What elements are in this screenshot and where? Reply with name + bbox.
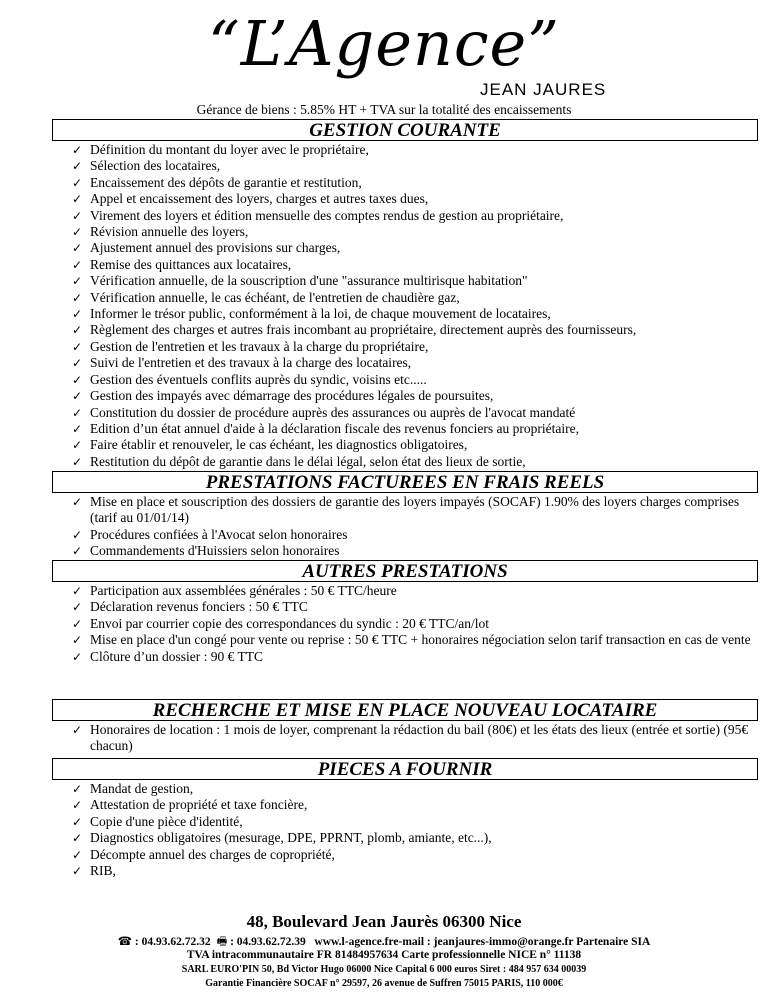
- list-item-text: Faire établir et renouveler, le cas échéant, les diagnostics obligatoires,: [90, 437, 468, 453]
- checkmark-icon: ✓: [72, 527, 83, 542]
- list-frais: [72, 494, 758, 560]
- list-item-text: Gestion des impayés avec démarrage des procédures légales de poursuites,: [90, 388, 494, 404]
- list-item-text: Révision annuelle des loyers,: [90, 224, 249, 240]
- checkmark-icon: ✓: [72, 495, 83, 509]
- footer-sarl: SARL EURO'PIN 50, Bd Victor Hugo 06000 Nice Capital 6 000 euros Siret : 484 957 634 00039: [181, 964, 587, 975]
- list-item-text: Gestion de l'entretien et les travaux à la charge du propriétaire,: [90, 338, 429, 354]
- checkmark-icon: ✓: [72, 782, 83, 796]
- footer-contact: [0, 934, 768, 949]
- checkmark-icon: ✓: [72, 438, 83, 453]
- list-item-text: Participation aux assemblées générales : 50 € TTC/heure: [90, 583, 397, 598]
- list-item-text: Clôture d’un dossier : 90 € TTC: [90, 648, 263, 664]
- tagline: Gérance de biens : 5.85% HT + TVA sur la totalité des encaissements: [196, 102, 572, 117]
- list-item-text: Vérification annuelle, de la souscription d'une "assurance multirisque habitation": [90, 273, 528, 289]
- list-item-text: Appel et encaissement des loyers, charges et autres taxes dues,: [90, 191, 429, 207]
- section-title-autres: AUTRES PRESTATIONS: [52, 560, 758, 582]
- list-item: [72, 543, 758, 559]
- checkmark-icon: ✓: [72, 323, 83, 338]
- list-item: [72, 322, 758, 338]
- checkmark-icon: ✓: [72, 225, 83, 240]
- list-item-text: RIB,: [90, 863, 116, 879]
- list-item: [72, 863, 758, 879]
- list-item-text: Vérification annuelle, le cas échéant, de l'entretien de chaudière gaz,: [90, 289, 460, 305]
- checkmark-icon: ✓: [72, 600, 83, 615]
- section-title-pieces: PIECES A FOURNIR: [52, 758, 758, 780]
- list-item-text: Envoi par courrier copie des correspondances du syndic : 20 € TTC/an/lot: [90, 615, 490, 631]
- list-item-text: Restitution du dépôt de garantie dans le délai légal, selon état des lieux de sortie,: [90, 453, 526, 469]
- list-pieces: [72, 781, 758, 879]
- footer-tva: TVA intracommunautaire FR 81484957634 Carte professionnelle NICE n° 11138: [186, 949, 582, 961]
- list-item-text: Mandat de gestion,: [90, 781, 194, 796]
- list-item: [72, 649, 758, 665]
- list-item: [72, 847, 758, 863]
- list-item-text: Informer le trésor public, conformément à la loi, de chaque mouvement de locataires,: [90, 306, 551, 322]
- fax-icon: 🖷: [216, 934, 228, 948]
- list-autres: [72, 583, 758, 665]
- list-item: [72, 306, 758, 322]
- footer-address: 48, Boulevard Jean Jaurès 06300 Nice: [246, 912, 522, 931]
- list-item: [72, 240, 758, 256]
- list-item-text: Remise des quittances aux locataires,: [90, 256, 292, 272]
- checkmark-icon: ✓: [72, 864, 83, 879]
- list-item-text: Edition d’un état annuel d'aide à la déclaration fiscale des revenus fonciers au propriétaire,: [90, 420, 579, 436]
- checkmark-icon: ✓: [72, 143, 83, 157]
- list-item: [72, 632, 758, 648]
- logo-name: “L’Agence”: [208, 7, 560, 80]
- list-item: [72, 405, 758, 421]
- list-item: [72, 355, 758, 371]
- list-item: [72, 583, 758, 599]
- list-item-text: Ajustement annuel des provisions sur charges,: [90, 240, 341, 256]
- list-item-text: Décompte annuel des charges de copropriété,: [90, 846, 335, 862]
- logo-subtitle: JEAN JAURES: [480, 80, 607, 99]
- checkmark-icon: ✓: [72, 633, 83, 648]
- list-item: [72, 142, 758, 158]
- list-item-text: Commandements d'Huissiers selon honoraires: [90, 543, 340, 559]
- checkmark-icon: ✓: [72, 175, 83, 190]
- list-item-text: Sélection des locataires,: [90, 158, 221, 174]
- checkmark-icon: ✓: [72, 339, 83, 354]
- checkmark-icon: ✓: [72, 454, 83, 469]
- list-gestion: [72, 142, 758, 470]
- checkmark-icon: ✓: [72, 798, 83, 813]
- checkmark-icon: ✓: [72, 847, 83, 862]
- phone-icon: ☎: [117, 934, 132, 948]
- footer-fax: : 04.93.62.72.39: [230, 936, 306, 948]
- list-item-text: Mise en place et souscription des dossiers de garantie des loyers impayés (SOCAF) 1.90% des loyers charges comprises (tarif au 01/01/14): [90, 494, 740, 526]
- list-item-text: Honoraires de location : 1 mois de loyer, comprenant la rédaction du bail (80€) et les états des lieux (entrée et sortie) (95€ chacun): [90, 722, 749, 754]
- list-item: [72, 599, 758, 615]
- checkmark-icon: ✓: [72, 616, 83, 631]
- list-item: [72, 616, 758, 632]
- list-item: [72, 273, 758, 289]
- list-item: [72, 339, 758, 355]
- list-item-text: Règlement des charges et autres frais incombant au propriétaire, directement auprès des fournisseurs,: [90, 322, 637, 338]
- checkmark-icon: ✓: [72, 257, 83, 272]
- list-item: [72, 208, 758, 224]
- list-item: [72, 257, 758, 273]
- list-item: [72, 722, 758, 755]
- checkmark-icon: ✓: [72, 421, 83, 436]
- checkmark-icon: ✓: [72, 814, 83, 829]
- footer-phone: : 04.93.62.72.32: [134, 936, 211, 948]
- list-item-text: Attestation de propriété et taxe foncière,: [90, 797, 308, 813]
- list-item: [72, 290, 758, 306]
- checkmark-icon: ✓: [72, 208, 83, 223]
- checkmark-icon: ✓: [72, 307, 83, 322]
- list-item-text: Virement des loyers et édition mensuelle des comptes rendus de gestion au propriétaire,: [90, 207, 564, 223]
- list-item-text: Procédures confiées à l'Avocat selon honoraires: [90, 526, 348, 542]
- checkmark-icon: ✓: [72, 723, 83, 737]
- footer-garantie: Garantie Financière SOCAF n° 29597, 26 avenue de Suffren 75015 PARIS, 110 000€: [205, 978, 563, 989]
- list-item: [72, 830, 758, 846]
- checkmark-icon: ✓: [72, 584, 83, 598]
- agency-logo: [0, 4, 768, 100]
- footer-web-mail: www.l-agence.fre-mail : jeanjaures-immo@orange.fr Partenaire SIA: [314, 936, 651, 948]
- list-item-text: Constitution du dossier de procédure auprès des assurances ou auprès de l'avocat mandaté: [90, 404, 576, 420]
- list-item: [72, 781, 758, 797]
- list-item: [72, 191, 758, 207]
- list-item: [72, 158, 758, 174]
- list-item: [72, 437, 758, 453]
- list-recherche: [72, 722, 758, 755]
- checkmark-icon: ✓: [72, 192, 83, 207]
- list-item: [72, 454, 758, 470]
- list-item-text: Mise en place d'un congé pour vente ou reprise : 50 € TTC + honoraires négociation selon tarif transaction en cas de vente: [90, 632, 751, 648]
- checkmark-icon: ✓: [72, 831, 83, 846]
- checkmark-icon: ✓: [72, 290, 83, 305]
- list-item-text: Suivi de l'entretien et des travaux à la charge des locataires,: [90, 355, 412, 371]
- list-item: [72, 527, 758, 543]
- checkmark-icon: ✓: [72, 649, 83, 664]
- checkmark-icon: ✓: [72, 241, 83, 256]
- list-item: [72, 175, 758, 191]
- checkmark-icon: ✓: [72, 372, 83, 387]
- checkmark-icon: ✓: [72, 356, 83, 371]
- list-item: [72, 388, 758, 404]
- checkmark-icon: ✓: [72, 389, 83, 404]
- list-item: [72, 372, 758, 388]
- list-item: [72, 421, 758, 437]
- checkmark-icon: ✓: [72, 159, 83, 174]
- checkmark-icon: ✓: [72, 544, 83, 559]
- list-item-text: Copie d'une pièce d'identité,: [90, 813, 243, 829]
- list-item-text: Diagnostics obligatoires (mesurage, DPE, PPRNT, plomb, amiante, etc...),: [90, 830, 492, 846]
- list-item: [72, 494, 758, 527]
- list-item: [72, 224, 758, 240]
- list-item-text: Définition du montant du loyer avec le propriétaire,: [90, 142, 369, 157]
- list-item-text: Gestion des éventuels conflits auprès du syndic, voisins etc.....: [90, 371, 427, 387]
- section-title-gestion: GESTION COURANTE: [52, 119, 758, 141]
- list-item: [72, 797, 758, 813]
- list-item: [72, 814, 758, 830]
- checkmark-icon: ✓: [72, 405, 83, 420]
- section-title-recherche: RECHERCHE ET MISE EN PLACE NOUVEAU LOCATAIRE: [52, 699, 758, 721]
- list-item-text: Encaissement des dépôts de garantie et restitution,: [90, 174, 362, 190]
- list-item-text: Déclaration revenus fonciers : 50 € TTC: [90, 599, 308, 615]
- section-title-frais: PRESTATIONS FACTUREES EN FRAIS REELS: [52, 471, 758, 493]
- checkmark-icon: ✓: [72, 274, 83, 289]
